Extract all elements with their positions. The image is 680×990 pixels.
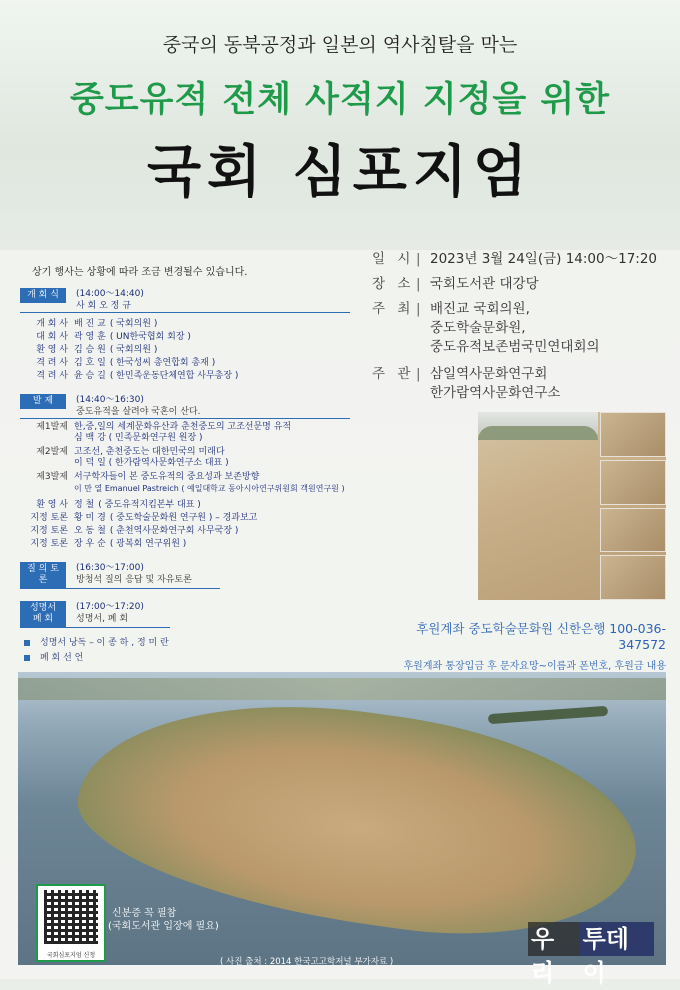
donation-account: 후원계좌 중도학술문화원 신한은행 100-036-347572: [416, 621, 666, 652]
program-row: 환 영 사 정 철 ( 중도유적지킴본부 대표 ): [36, 500, 201, 510]
section-tag: 발 제: [20, 394, 66, 409]
info-organizer: 주 관 | 삼일역사문화연구회 한가람역사문화연구소: [372, 366, 561, 401]
section-closing: 성명서 폐 회 (17:00～17:20) 성명서, 폐 회: [20, 601, 170, 628]
program-row: 지정 토론 오 동 철 ( 춘천역사문화연구회 사무국장 ): [30, 526, 239, 536]
closing-item: 성명서 낭독 – 이 종 하 , 정 미 란: [24, 636, 350, 651]
notice: 상기 행사는 상황에 따라 조금 변경될수 있습니다.: [32, 267, 248, 278]
qr-note: 신분증 꼭 필참 (국회도서관 입장에 필요): [108, 908, 219, 932]
program: [20, 288, 350, 666]
subtitle: 중국의 동북공정과 일본의 역사침탈을 막는: [162, 34, 518, 56]
talk-item: 제1발제 한,중,일의 세계문화유산과 춘천중도의 고조선문명 유적 심 백 강 ( 민족문화연구원 원장 ): [36, 422, 292, 443]
program-row: 격 려 사 윤 승 길 ( 한민족운동단체연합 사무총장 ): [36, 371, 239, 381]
program-row: 격 려 사 김 호 일 ( 한국성씨 총연합회 총재 ): [36, 358, 216, 368]
section-presentation: 발 제 (14:40～16:30) 중도유적을 살려야 국혼이 산다. 제1발제 한,중,일의 세계문화유산과 춘천중도의 고조선문명 유적 심 백 강 ( 민족문화연구원 원장 ) 제2발제 고조선, 춘천중도는 대한민국의 미래다 이 덕 일 ( 한가람역사문화연구소 대표 ) 제3발제 서구학자들이 본 중도유적의 중요성과 보존방향 이 만 열 Emanuel Pastreich ( 예일대학교 동아시아연구위원회 객원연구원 ) 환 영 사 정 철 ( 중도유적지킴본부 대표 ) 지정 토론 황 미 경 ( 중도학술문화원 연구원 ) – 경과보고 지정 토론 오 동 철 ( 춘천역사문화연구회 사무국장 ) 지정 토론 장 우 순 ( 광복회 연구위원 ): [20, 394, 350, 550]
info-place: 장 소 | 국회도서관 대강당: [372, 276, 539, 292]
talk-item: 제3발제 서구학자들이 본 중도유적의 중요성과 보존방향 이 만 열 Emanuel Pastreich ( 예일대학교 동아시아연구위원회 객원연구원 ): [36, 472, 345, 493]
logo: 우리 투데이: [528, 922, 654, 956]
section-tag: 성명서 폐 회: [20, 601, 66, 627]
photo-source: ( 사진 출처 : 2014 한국고고학저널 부가자료 ): [220, 957, 394, 967]
section-tag: 질 의 토 론: [20, 562, 66, 588]
program-row: 지정 토론 황 미 경 ( 중도학술문화원 연구원 ) – 경과보고: [30, 513, 258, 523]
program-row: 환 영 사 김 승 원 ( 국회의원 ): [36, 345, 158, 355]
page-title: 국회 심포지엄: [146, 140, 534, 205]
program-row: 지정 토론 장 우 순 ( 광복회 연구위원 ): [30, 539, 187, 549]
event-info: [372, 250, 672, 409]
section-opening: 개 회 식 (14:00～14:40) 사 회 오 정 규 개 회 사 배 진 교 ( 국회의원 ) 대 회 사 곽 영 훈 ( UN한국협회 회장 ) 환 영 사 김 승 원 ( 국회의원 ) 격 려 사 김 호 일 ( 한국성씨 총연합회 총재 ) 격 려 사 윤 승 길 ( 한민족운동단체연합 사무총장 ): [20, 288, 350, 382]
talk-item: 제2발제 고조선, 춘천중도는 대한민국의 미래다 이 덕 일 ( 한가람역사문화연구소 대표 ): [36, 447, 229, 468]
excavation-photo: [478, 412, 666, 600]
headline: 중도유적 전체 사적지 지정을 위한: [69, 80, 611, 120]
qr-code[interactable]: 국회심포지엄 신청: [36, 884, 106, 962]
program-row: 대 회 사 곽 영 훈 ( UN한국협회 회장 ): [36, 332, 191, 342]
closing-item: 폐 회 선 언: [24, 651, 350, 666]
info-date: 일 시 | 2023년 3월 24일(금) 14:00～17:20: [372, 251, 658, 267]
donation-instruction: 후원계좌 통장입금 후 문자요망~이름과 폰번호, 후원금 내용: [403, 661, 666, 672]
info-host: 주 최 | 배진교 국회의원, 중도학술문화원, 중도유적보존범국민연대회의: [372, 301, 600, 355]
program-row: 개 회 사 배 진 교 ( 국회의원 ): [36, 319, 158, 329]
section-tag: 개 회 식: [20, 288, 66, 303]
section-qa: 질 의 토 론 (16:30～17:00) 방청석 질의 응답 및 자유토론: [20, 562, 220, 589]
